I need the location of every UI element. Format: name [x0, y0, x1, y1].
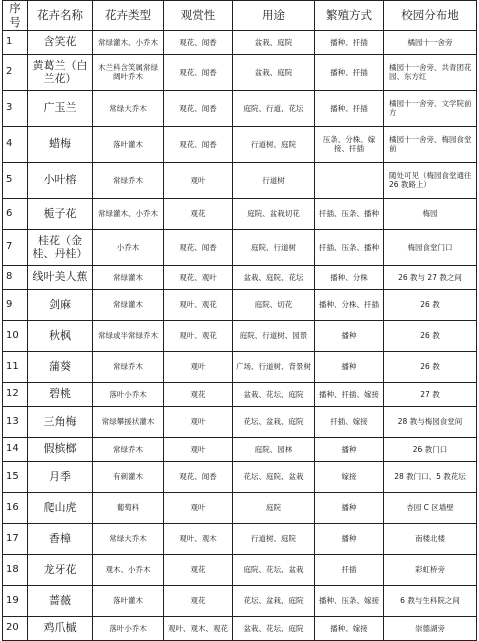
- usage: 行道树: [233, 162, 315, 198]
- flower-type: 常绿乔木: [93, 351, 164, 382]
- ornamental-value: 观花、闻香: [164, 54, 233, 90]
- usage: 庭院、盆栽切花: [233, 198, 315, 229]
- flower-name: 碧桃: [28, 382, 93, 406]
- campus-location: 26 教与 27 教之间: [384, 265, 477, 289]
- ornamental-value: 观花、闻香: [164, 30, 233, 54]
- table-row: [3, 437, 477, 461]
- flower-name: 蜡梅: [28, 126, 93, 162]
- flower-name: 三角梅: [28, 406, 93, 437]
- usage: 花坛、庭院、盆栽: [233, 461, 315, 492]
- ornamental-value: 观叶: [164, 351, 233, 382]
- propagation: 扦插、压条、播种: [315, 198, 384, 229]
- table-row: [3, 585, 477, 616]
- propagation: [315, 162, 384, 198]
- flower-type: 落叶小乔木: [93, 616, 164, 640]
- ornamental-value: 观叶、观木: [164, 523, 233, 554]
- flower-type: 落叶灌木: [93, 126, 164, 162]
- propagation: 播种、分株、扦插: [315, 289, 384, 320]
- usage: 行道树、庭院: [233, 126, 315, 162]
- usage: 行道树、庭院: [233, 523, 315, 554]
- row-number: 11: [3, 351, 28, 382]
- table-row: [3, 523, 477, 554]
- propagation: 播种、扦插: [315, 54, 384, 90]
- ornamental-value: 观花、闻香: [164, 461, 233, 492]
- ornamental-value: 观花、闻香: [164, 126, 233, 162]
- table-row: [3, 382, 477, 406]
- flower-name: 栀子花: [28, 198, 93, 229]
- flower-type: 常绿大乔木: [93, 523, 164, 554]
- row-number: 1: [3, 30, 28, 54]
- table-row: [3, 90, 477, 126]
- campus-location: 梅园: [384, 198, 477, 229]
- propagation: 播种: [315, 492, 384, 523]
- propagation: 播种、分株: [315, 265, 384, 289]
- propagation: 播种: [315, 320, 384, 351]
- table-row: [3, 492, 477, 523]
- propagation: 压条、分株、嫁接、扦插: [315, 126, 384, 162]
- ornamental-value: 观叶、观花: [164, 320, 233, 351]
- flower-name: 月季: [28, 461, 93, 492]
- usage: 盆栽、庭院: [233, 54, 315, 90]
- campus-location: 6 教与生科院之间: [384, 585, 477, 616]
- flower-type: 常绿攀援状灌木: [93, 406, 164, 437]
- table-row: [3, 198, 477, 229]
- propagation: 扦插: [315, 554, 384, 585]
- table-row: [3, 54, 477, 90]
- campus-location: 橘园十一舍旁、文学院前方: [384, 90, 477, 126]
- propagation: 扦插、压条、播种: [315, 229, 384, 265]
- row-number: 14: [3, 437, 28, 461]
- propagation: 播种、压条、嫁接: [315, 585, 384, 616]
- ornamental-value: 观花: [164, 554, 233, 585]
- propagation: 播种、嫁接: [315, 616, 384, 640]
- ornamental-value: 观叶: [164, 162, 233, 198]
- usage: 盆栽、花坛、庭院: [233, 616, 315, 640]
- table-row: [3, 265, 477, 289]
- plant-table: [2, 0, 477, 641]
- campus-location: 杏园 C 区墙壁: [384, 492, 477, 523]
- usage: 庭院、行道树、园景: [233, 320, 315, 351]
- row-number: 18: [3, 554, 28, 585]
- ornamental-value: 观花: [164, 585, 233, 616]
- usage: 庭院、切花: [233, 289, 315, 320]
- ornamental-value: 观花、闻香: [164, 90, 233, 126]
- flower-name: 含笑花: [28, 30, 93, 54]
- row-number: 4: [3, 126, 28, 162]
- propagation: 播种、扦插: [315, 30, 384, 54]
- ornamental-value: 观花: [164, 382, 233, 406]
- flower-name: 香樟: [28, 523, 93, 554]
- flower-type: 常绿灌木: [93, 265, 164, 289]
- campus-location: 26 教: [384, 320, 477, 351]
- header-cell: 序号: [3, 1, 28, 31]
- flower-name: 鸡爪槭: [28, 616, 93, 640]
- campus-location: 28 教与梅园食堂间: [384, 406, 477, 437]
- flower-type: 落叶灌木: [93, 585, 164, 616]
- header-cell: 花卉类型: [93, 1, 164, 31]
- row-number: 13: [3, 406, 28, 437]
- usage: 盆栽、庭院: [233, 30, 315, 54]
- row-number: 3: [3, 90, 28, 126]
- row-number: 7: [3, 229, 28, 265]
- flower-type: 木兰科含笑属常绿阔叶乔木: [93, 54, 164, 90]
- flower-name: 剑麻: [28, 289, 93, 320]
- flower-name: 广玉兰: [28, 90, 93, 126]
- usage: 花坛、盆栽、庭院: [233, 406, 315, 437]
- flower-name: 龙牙花: [28, 554, 93, 585]
- usage: 广场、行道树、背景树: [233, 351, 315, 382]
- campus-location: 橘园十一舍旁、共青团花园、东方红: [384, 54, 477, 90]
- flower-name: 假槟榔: [28, 437, 93, 461]
- flower-name: 黄葛兰（白兰花）: [28, 54, 93, 90]
- flower-type: 葡萄科: [93, 492, 164, 523]
- table-row: [3, 461, 477, 492]
- flower-type: 常绿灌木、小乔木: [93, 30, 164, 54]
- usage: 盆栽、花坛、庭院: [233, 382, 315, 406]
- ornamental-value: 观花、观叶: [164, 265, 233, 289]
- usage: 庭院、行道、花坛: [233, 90, 315, 126]
- flower-name: 秋枫: [28, 320, 93, 351]
- row-number: 10: [3, 320, 28, 351]
- table-row: [3, 351, 477, 382]
- campus-location: 26 教门口: [384, 437, 477, 461]
- ornamental-value: 观叶: [164, 406, 233, 437]
- header-cell: 观赏性: [164, 1, 233, 31]
- table-row: [3, 320, 477, 351]
- campus-location: 26 教: [384, 351, 477, 382]
- row-number: 19: [3, 585, 28, 616]
- flower-name: 桂花（金桂、丹桂）: [28, 229, 93, 265]
- propagation: 播种、扦插、嫁接: [315, 382, 384, 406]
- row-number: 2: [3, 54, 28, 90]
- propagation: 播种: [315, 437, 384, 461]
- row-number: 9: [3, 289, 28, 320]
- ornamental-value: 观花: [164, 198, 233, 229]
- usage: 庭院、花坛、盆栽: [233, 554, 315, 585]
- campus-location: 26 教: [384, 289, 477, 320]
- table-row: [3, 289, 477, 320]
- ornamental-value: 观叶、观木、观花: [164, 616, 233, 640]
- flower-name: 线叶美人蕉: [28, 265, 93, 289]
- propagation: 播种: [315, 351, 384, 382]
- ornamental-value: 观叶: [164, 437, 233, 461]
- campus-location: 崇德湖旁: [384, 616, 477, 640]
- header-cell: 用途: [233, 1, 315, 31]
- campus-location: 南楼北楼: [384, 523, 477, 554]
- ornamental-value: 观叶: [164, 492, 233, 523]
- row-number: 6: [3, 198, 28, 229]
- table-row: [3, 616, 477, 640]
- header-cell: 校园分布地: [384, 1, 477, 31]
- flower-type: 常绿灌木、小乔木: [93, 198, 164, 229]
- row-number: 5: [3, 162, 28, 198]
- row-number: 16: [3, 492, 28, 523]
- flower-type: 落叶小乔木: [93, 382, 164, 406]
- propagation: 播种: [315, 523, 384, 554]
- row-number: 17: [3, 523, 28, 554]
- flower-name: 小叶榕: [28, 162, 93, 198]
- header-cell: 花卉名称: [28, 1, 93, 31]
- campus-location: 27 教: [384, 382, 477, 406]
- flower-name: 爬山虎: [28, 492, 93, 523]
- usage: 庭院: [233, 492, 315, 523]
- table-row: [3, 162, 477, 198]
- propagation: 扦插、嫁接: [315, 406, 384, 437]
- header-cell: 繁殖方式: [315, 1, 384, 31]
- flower-type: 常绿乔木: [93, 437, 164, 461]
- flower-type: 常绿灌木: [93, 289, 164, 320]
- campus-location: 橘园十一舍旁、梅园食堂前: [384, 126, 477, 162]
- campus-location: 橘园十一舍旁: [384, 30, 477, 54]
- flower-type: 小乔木: [93, 229, 164, 265]
- campus-location: 随处可见（梅园食堂通往 26 教路上）: [384, 162, 477, 198]
- ornamental-value: 观叶、观花: [164, 289, 233, 320]
- usage: 盆栽、庭院、花坛: [233, 265, 315, 289]
- campus-location: 28 教门口、5 教花坛: [384, 461, 477, 492]
- ornamental-value: 观花、闻香: [164, 229, 233, 265]
- propagation: 嫁接: [315, 461, 384, 492]
- flower-type: 常绿或半常绿乔木: [93, 320, 164, 351]
- usage: 花坛、盆栽、庭院: [233, 585, 315, 616]
- table-row: [3, 554, 477, 585]
- flower-name: 蔷薇: [28, 585, 93, 616]
- flower-name: 蒲葵: [28, 351, 93, 382]
- row-number: 15: [3, 461, 28, 492]
- campus-location: 彩虹桥旁: [384, 554, 477, 585]
- usage: 庭院、行道树: [233, 229, 315, 265]
- usage: 庭院、园林: [233, 437, 315, 461]
- flower-type: 常绿大乔木: [93, 90, 164, 126]
- row-number: 12: [3, 382, 28, 406]
- flower-type: 有刺灌木: [93, 461, 164, 492]
- flower-type: 常绿乔木: [93, 162, 164, 198]
- propagation: 播种、扦插: [315, 90, 384, 126]
- table-header-row: [3, 1, 477, 31]
- flower-type: 观木、小乔木: [93, 554, 164, 585]
- table-row: [3, 229, 477, 265]
- table-row: [3, 406, 477, 437]
- row-number: 8: [3, 265, 28, 289]
- row-number: 20: [3, 616, 28, 640]
- table-row: [3, 30, 477, 54]
- campus-location: 梅园食堂门口: [384, 229, 477, 265]
- table-row: [3, 126, 477, 162]
